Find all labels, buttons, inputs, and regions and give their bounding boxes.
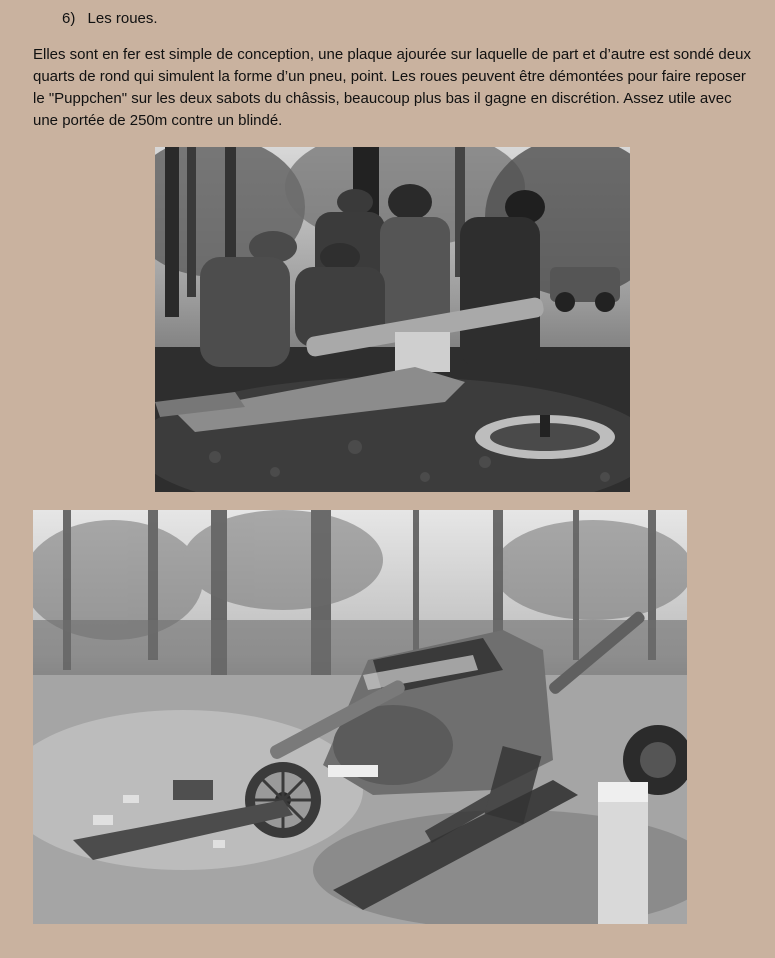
photo-soldiers-with-gun-image [155, 147, 630, 492]
photo-destroyed-car-and-gun-image [33, 510, 687, 924]
photo-destroyed-car-and-gun [33, 510, 687, 924]
section-title: Les roues. [87, 10, 158, 27]
section-heading [62, 9, 158, 29]
section-number: 6) [62, 10, 76, 27]
photo-soldiers-with-gun [155, 147, 630, 492]
body-paragraph: Elles sont en fer est simple de conception, une plaque ajourée sur laquelle de part et d’autre est sondé deux quarts de rond qui simulent la forme d’un pneu, point. Les roues peuvent être démontées pour faire reposer le "Puppchen" sur les deux sabots du châssis, beaucoup plus bas il gagne en discrétion. Assez utile avec une portée de 250m contre un blindé. [33, 46, 751, 129]
